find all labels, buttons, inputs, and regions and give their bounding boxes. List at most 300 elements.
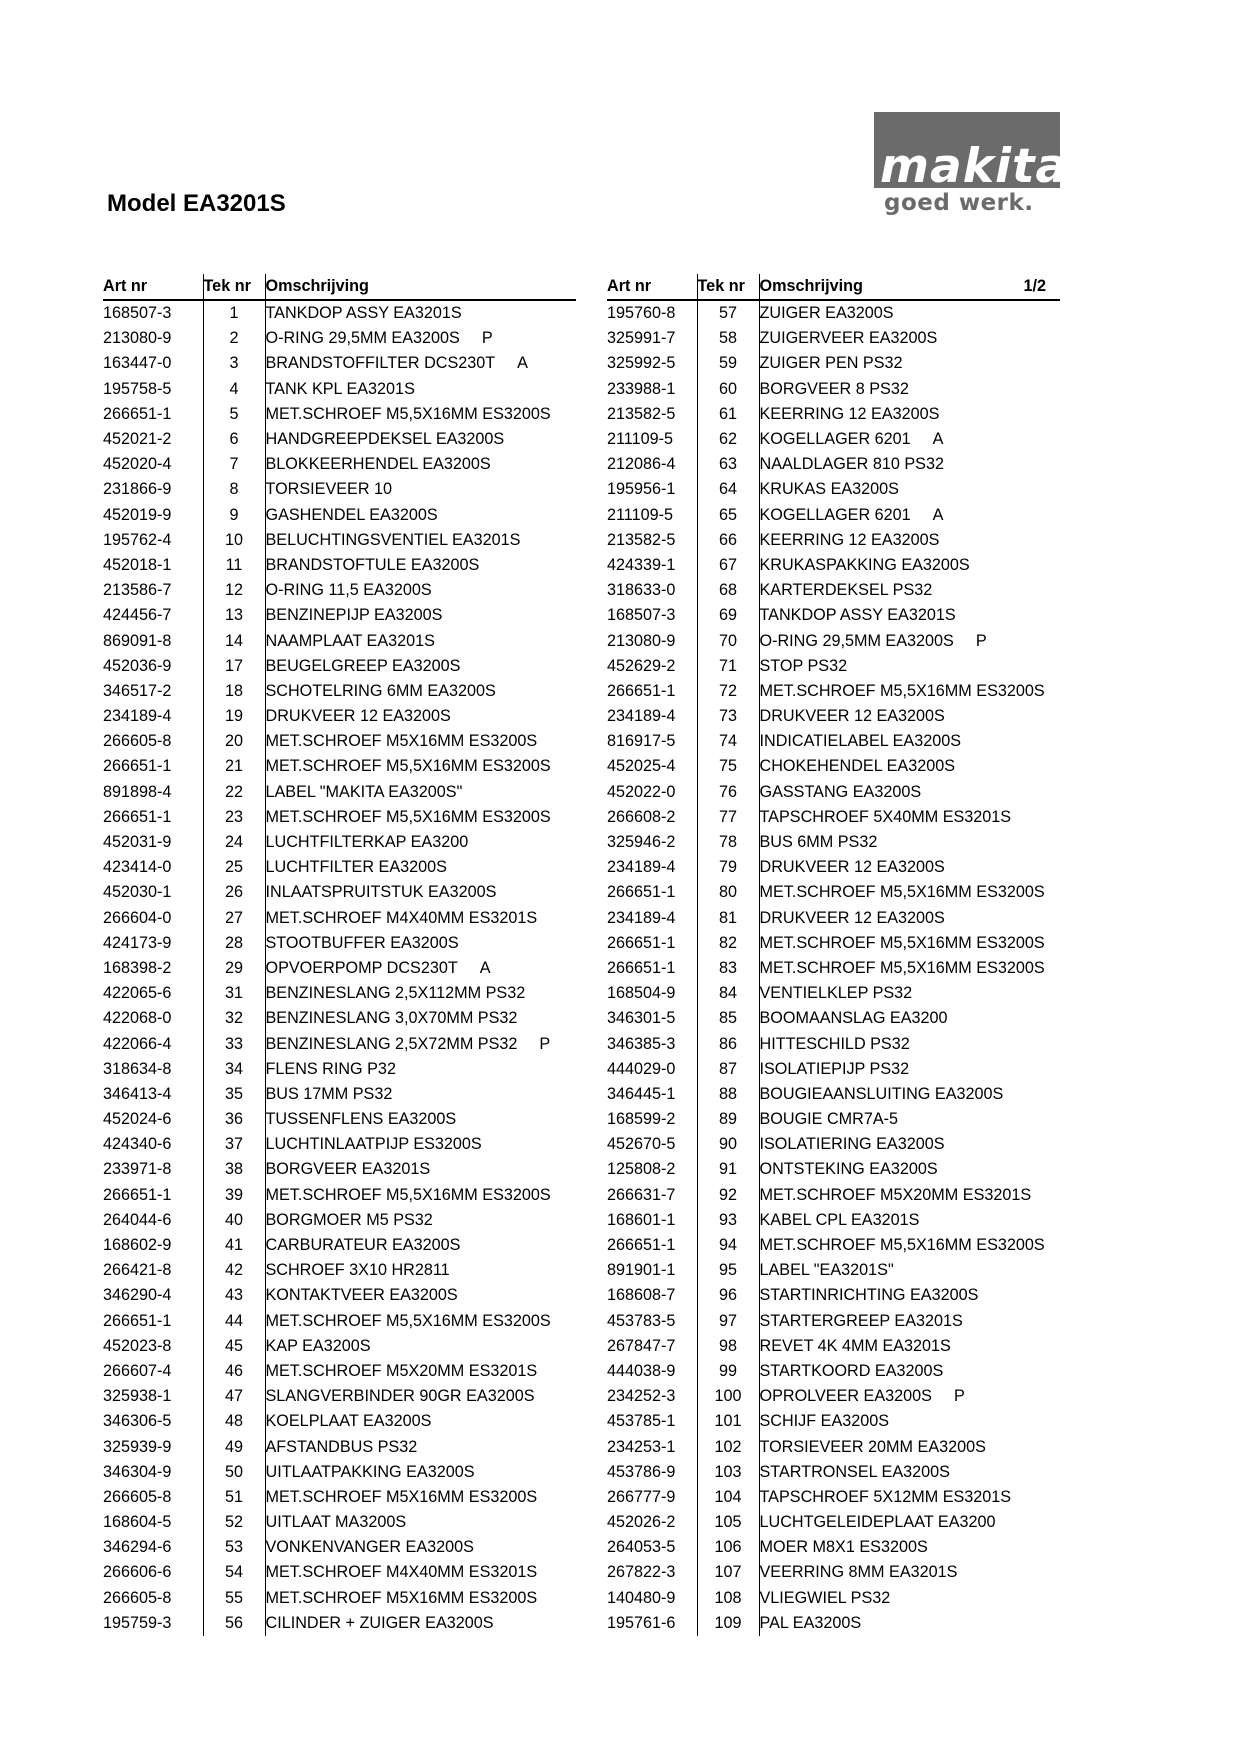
omschrijving-cell	[759, 1434, 1060, 1459]
tek-nr-cell: 31	[203, 981, 265, 1006]
art-nr-cell: 266631-7	[607, 1185, 676, 1204]
omschrijving-text: O-RING 29,5MM EA3200S	[265, 329, 460, 348]
art-nr-cell: 869091-8	[103, 631, 172, 650]
table-row	[103, 1535, 576, 1560]
table-row	[103, 830, 576, 855]
table-row	[103, 628, 576, 653]
table-row	[607, 1283, 1060, 1308]
omschrijving-cell	[265, 1409, 576, 1434]
omschrijving-cell	[265, 880, 576, 905]
omschrijving-text: LUCHTGELEIDEPLAAT EA3200	[759, 1513, 996, 1532]
table-row	[103, 603, 576, 628]
art-nr-cell: 213586-7	[103, 581, 172, 600]
omschrijving-cell	[759, 452, 1060, 477]
art-nr-cell: 168599-2	[607, 1110, 676, 1129]
header-omschrijving	[759, 274, 1060, 300]
tek-nr-cell: 50	[203, 1460, 265, 1485]
art-nr-cell: 195761-6	[607, 1613, 676, 1632]
omschrijving-text: DRUKVEER 12 EA3200S	[759, 707, 945, 726]
table-row	[607, 1434, 1060, 1459]
tek-nr-cell: 41	[203, 1233, 265, 1258]
omschrijving-cell	[759, 1208, 1060, 1233]
art-nr-cell: 266608-2	[607, 807, 676, 826]
art-nr-cell: 266651-1	[607, 681, 676, 700]
art-nr-cell: 195762-4	[103, 530, 172, 549]
tek-nr-cell: 63	[697, 452, 759, 477]
omschrijving-cell	[265, 654, 576, 679]
omschrijving-text: MOER M8X1 ES3200S	[759, 1538, 928, 1557]
tek-nr-cell: 46	[203, 1359, 265, 1384]
omschrijving-cell	[759, 1460, 1060, 1485]
omschrijving-cell	[265, 351, 576, 376]
table-row	[607, 906, 1060, 931]
tek-nr-cell: 66	[697, 528, 759, 553]
art-nr-cell: 234189-4	[103, 707, 172, 726]
omschrijving-cell	[759, 830, 1060, 855]
omschrijving-text: MET.SCHROEF M5X20MM ES3201S	[265, 1361, 538, 1380]
tek-nr-cell: 9	[203, 503, 265, 528]
tek-nr-cell: 60	[697, 377, 759, 402]
omschrijving-text: SCHOTELRING 6MM EA3200S	[265, 681, 496, 700]
omschrijving-cell	[759, 780, 1060, 805]
omschrijving-text: SCHIJF EA3200S	[759, 1412, 890, 1431]
art-nr-cell: 452024-6	[103, 1110, 172, 1129]
tek-nr-cell: 21	[203, 754, 265, 779]
tek-nr-cell: 55	[203, 1586, 265, 1611]
table-row	[103, 578, 576, 603]
table-row	[103, 477, 576, 502]
art-nr-cell: 346445-1	[607, 1084, 676, 1103]
art-nr-cell: 346290-4	[103, 1286, 172, 1305]
omschrijving-cell	[759, 1409, 1060, 1434]
omschrijving-cell	[759, 402, 1060, 427]
omschrijving-text: LABEL "EA3201S"	[759, 1261, 894, 1280]
art-nr-cell: 266605-8	[103, 1588, 172, 1607]
omschrijving-text: ISOLATIEPIJP PS32	[759, 1059, 910, 1078]
table-row	[607, 351, 1060, 376]
tek-nr-cell: 33	[203, 1031, 265, 1056]
tek-nr-cell: 42	[203, 1258, 265, 1283]
tek-nr-cell: 52	[203, 1510, 265, 1535]
omschrijving-cell	[759, 628, 1060, 653]
omschrijving-text: BOUGIEAANSLUITING EA3200S	[759, 1084, 1004, 1103]
tek-nr-cell: 32	[203, 1006, 265, 1031]
omschrijving-cell	[265, 1586, 576, 1611]
omschrijving-cell	[759, 981, 1060, 1006]
tek-nr-cell: 48	[203, 1409, 265, 1434]
tek-nr-cell: 79	[697, 855, 759, 880]
header-tek-nr: Tek nr	[203, 274, 265, 300]
art-nr-cell: 168601-1	[607, 1210, 676, 1229]
note-flag: A	[932, 430, 944, 449]
tek-nr-cell: 49	[203, 1434, 265, 1459]
art-nr-cell: 266651-1	[103, 807, 172, 826]
omschrijving-text: BORGMOER M5 PS32	[265, 1210, 433, 1229]
table-row	[103, 1233, 576, 1258]
table-row	[607, 830, 1060, 855]
omschrijving-text: BOOMAANSLAG EA3200	[759, 1009, 948, 1028]
omschrijving-text: BRANDSTOFFILTER DCS230T	[265, 354, 496, 373]
omschrijving-text: BENZINEPIJP EA3200S	[265, 606, 443, 625]
table-row	[607, 603, 1060, 628]
header-omschrijving-label: Omschrijving	[759, 277, 863, 295]
tek-nr-cell: 40	[203, 1208, 265, 1233]
art-nr-cell: 452036-9	[103, 656, 172, 675]
omschrijving-cell	[265, 1082, 576, 1107]
table-row	[103, 855, 576, 880]
table-row	[607, 553, 1060, 578]
table-row	[607, 578, 1060, 603]
omschrijving-cell	[265, 729, 576, 754]
table-row	[607, 1208, 1060, 1233]
table-row	[607, 503, 1060, 528]
table-row	[103, 704, 576, 729]
tek-nr-cell: 102	[697, 1434, 759, 1459]
omschrijving-text: MET.SCHROEF M5,5X16MM ES3200S	[759, 681, 1045, 700]
omschrijving-cell	[265, 1057, 576, 1082]
table-row	[103, 1082, 576, 1107]
omschrijving-cell	[265, 427, 576, 452]
table-row	[103, 452, 576, 477]
omschrijving-cell	[759, 654, 1060, 679]
omschrijving-text: DRUKVEER 12 EA3200S	[759, 908, 945, 927]
art-nr-cell: 125808-2	[607, 1160, 676, 1179]
omschrijving-cell	[759, 1233, 1060, 1258]
art-nr-cell: 444029-0	[607, 1059, 676, 1078]
omschrijving-text: MET.SCHROEF M5,5X16MM ES3200S	[759, 958, 1045, 977]
art-nr-cell: 452030-1	[103, 883, 172, 902]
art-nr-cell: 234253-1	[607, 1437, 676, 1456]
table-row	[607, 1157, 1060, 1182]
logo-brand: makita	[880, 139, 1069, 194]
tek-nr-cell: 7	[203, 452, 265, 477]
header-tek-nr: Tek nr	[697, 274, 759, 300]
omschrijving-text: BUS 6MM PS32	[759, 833, 878, 852]
omschrijving-text: REVET 4K 4MM EA3201S	[759, 1336, 951, 1355]
omschrijving-text: O-RING 29,5MM EA3200S	[759, 631, 954, 650]
art-nr-cell: 453786-9	[607, 1462, 676, 1481]
table-row	[103, 300, 576, 326]
omschrijving-cell	[265, 1535, 576, 1560]
art-nr-cell: 233971-8	[103, 1160, 172, 1179]
omschrijving-text: INDICATIELABEL EA3200S	[759, 732, 962, 751]
table-row	[103, 906, 576, 931]
table-row	[607, 654, 1060, 679]
omschrijving-cell	[759, 503, 1060, 528]
omschrijving-text: KABEL CPL EA3201S	[759, 1210, 920, 1229]
omschrijving-cell	[759, 931, 1060, 956]
omschrijving-text: TORSIEVEER 10	[265, 480, 393, 499]
note-flag: P	[975, 631, 987, 650]
tek-nr-cell: 4	[203, 377, 265, 402]
omschrijving-cell	[759, 880, 1060, 905]
omschrijving-text: BENZINESLANG 3,0X70MM PS32	[265, 1009, 518, 1028]
art-nr-cell: 424340-6	[103, 1135, 172, 1154]
makita-logo	[874, 112, 1069, 224]
art-nr-cell: 211109-5	[607, 430, 674, 449]
tek-nr-cell: 80	[697, 880, 759, 905]
table-row	[607, 1082, 1060, 1107]
art-nr-cell: 424456-7	[103, 606, 172, 625]
table-header-row	[103, 274, 576, 300]
tek-nr-cell: 97	[697, 1309, 759, 1334]
tek-nr-cell: 35	[203, 1082, 265, 1107]
tek-nr-cell: 76	[697, 780, 759, 805]
header-art-nr: Art nr	[607, 274, 697, 300]
art-nr-cell: 266605-8	[103, 1487, 172, 1506]
omschrijving-cell	[759, 377, 1060, 402]
tek-nr-cell: 1	[203, 300, 265, 326]
art-nr-cell: 422066-4	[103, 1034, 172, 1053]
art-nr-cell: 325992-5	[607, 354, 676, 373]
art-nr-cell: 168398-2	[103, 958, 172, 977]
omschrijving-text: BORGVEER EA3201S	[265, 1160, 431, 1179]
art-nr-cell: 453785-1	[607, 1412, 676, 1431]
art-nr-cell: 325946-2	[607, 833, 676, 852]
tek-nr-cell: 44	[203, 1309, 265, 1334]
art-nr-cell: 346301-5	[607, 1009, 676, 1028]
omschrijving-text: FLENS RING P32	[265, 1059, 396, 1078]
omschrijving-text: BUS 17MM PS32	[265, 1084, 393, 1103]
table-row	[103, 1258, 576, 1283]
art-nr-cell: 163447-0	[103, 354, 172, 373]
tek-nr-cell: 108	[697, 1586, 759, 1611]
table-row	[607, 1510, 1060, 1535]
tek-nr-cell: 83	[697, 956, 759, 981]
table-row	[103, 351, 576, 376]
table-row	[103, 1132, 576, 1157]
table-row	[607, 780, 1060, 805]
omschrijving-cell	[265, 906, 576, 931]
omschrijving-cell	[759, 805, 1060, 830]
table-row	[103, 805, 576, 830]
table-row	[607, 402, 1060, 427]
art-nr-cell: 195758-5	[103, 379, 172, 398]
omschrijving-cell	[759, 1334, 1060, 1359]
omschrijving-cell	[265, 830, 576, 855]
omschrijving-text: SCHROEF 3X10 HR2811	[265, 1261, 450, 1280]
tek-nr-cell: 11	[203, 553, 265, 578]
omschrijving-text: LUCHTFILTER EA3200S	[265, 858, 447, 877]
tek-nr-cell: 59	[697, 351, 759, 376]
art-nr-cell: 452026-2	[607, 1513, 676, 1532]
tek-nr-cell: 84	[697, 981, 759, 1006]
omschrijving-text: KAP EA3200S	[265, 1336, 371, 1355]
omschrijving-cell	[759, 1384, 1060, 1409]
tek-nr-cell: 19	[203, 704, 265, 729]
tek-nr-cell: 53	[203, 1535, 265, 1560]
header-omschrijving: Omschrijving	[265, 274, 576, 300]
art-nr-cell: 423414-0	[103, 858, 172, 877]
art-nr-cell: 444038-9	[607, 1361, 676, 1380]
omschrijving-cell	[759, 326, 1060, 351]
tek-nr-cell: 65	[697, 503, 759, 528]
omschrijving-cell	[759, 1535, 1060, 1560]
omschrijving-text: HANDGREEPDEKSEL EA3200S	[265, 430, 505, 449]
tek-nr-cell: 61	[697, 402, 759, 427]
omschrijving-text: TANK KPL EA3201S	[265, 379, 415, 398]
art-nr-cell: 318634-8	[103, 1059, 172, 1078]
omschrijving-text: UITLAAT MA3200S	[265, 1513, 407, 1532]
table-row	[103, 1611, 576, 1636]
table-row	[607, 704, 1060, 729]
art-nr-cell: 266604-0	[103, 908, 172, 927]
tek-nr-cell: 92	[697, 1183, 759, 1208]
art-nr-cell: 211109-5	[607, 505, 674, 524]
art-nr-cell: 424339-1	[607, 555, 676, 574]
omschrijving-text: TANKDOP ASSY EA3201S	[265, 304, 462, 323]
parts-table-right-body	[607, 300, 1060, 1636]
omschrijving-text: TANKDOP ASSY EA3201S	[759, 606, 956, 625]
omschrijving-text: CHOKEHENDEL EA3200S	[759, 757, 956, 776]
tek-nr-cell: 12	[203, 578, 265, 603]
art-nr-cell: 266651-1	[607, 958, 676, 977]
tek-nr-cell: 70	[697, 628, 759, 653]
table-row	[607, 1006, 1060, 1031]
omschrijving-cell	[759, 1510, 1060, 1535]
table-row	[103, 402, 576, 427]
art-nr-cell: 325938-1	[103, 1387, 172, 1406]
page-title: Model EA3201S	[107, 190, 286, 217]
omschrijving-cell	[759, 300, 1060, 326]
omschrijving-text: LUCHTINLAATPIJP ES3200S	[265, 1135, 482, 1154]
table-row	[607, 300, 1060, 326]
omschrijving-text: DRUKVEER 12 EA3200S	[759, 858, 945, 877]
parts-table-left-body	[103, 300, 576, 1636]
tek-nr-cell: 86	[697, 1031, 759, 1056]
table-row	[103, 1434, 576, 1459]
table-row	[607, 1233, 1060, 1258]
omschrijving-text: VEERRING 8MM EA3201S	[759, 1563, 958, 1582]
table-row	[607, 679, 1060, 704]
omschrijving-text: KOGELLAGER 6201	[759, 430, 911, 449]
table-row	[607, 1183, 1060, 1208]
table-row	[103, 679, 576, 704]
art-nr-cell: 453783-5	[607, 1311, 676, 1330]
omschrijving-text: BRANDSTOFTULE EA3200S	[265, 555, 480, 574]
omschrijving-text: ZUIGERVEER EA3200S	[759, 329, 938, 348]
omschrijving-cell	[759, 351, 1060, 376]
tek-nr-cell: 99	[697, 1359, 759, 1384]
omschrijving-cell	[759, 1485, 1060, 1510]
omschrijving-cell	[265, 1006, 576, 1031]
tek-nr-cell: 36	[203, 1107, 265, 1132]
table-header-row	[607, 274, 1060, 300]
omschrijving-text: DRUKVEER 12 EA3200S	[265, 707, 451, 726]
art-nr-cell: 212086-4	[607, 455, 676, 474]
omschrijving-cell	[759, 679, 1060, 704]
art-nr-cell: 168608-7	[607, 1286, 676, 1305]
art-nr-cell: 452021-2	[103, 430, 172, 449]
omschrijving-cell	[759, 1611, 1060, 1636]
tek-nr-cell: 25	[203, 855, 265, 880]
table-row	[607, 805, 1060, 830]
omschrijving-cell	[265, 326, 576, 351]
tek-nr-cell: 56	[203, 1611, 265, 1636]
table-row	[607, 1384, 1060, 1409]
table-row	[103, 427, 576, 452]
art-nr-cell: 213582-5	[607, 530, 676, 549]
table-row	[607, 1611, 1060, 1636]
table-row	[607, 1258, 1060, 1283]
omschrijving-text: BORGVEER 8 PS32	[759, 379, 909, 398]
omschrijving-cell	[759, 1031, 1060, 1056]
omschrijving-text: LABEL "MAKITA EA3200S"	[265, 782, 463, 801]
table-row	[607, 326, 1060, 351]
tek-nr-cell: 3	[203, 351, 265, 376]
omschrijving-cell	[759, 1586, 1060, 1611]
table-row	[103, 1586, 576, 1611]
art-nr-cell: 452022-0	[607, 782, 676, 801]
omschrijving-cell	[265, 1460, 576, 1485]
tek-nr-cell: 5	[203, 402, 265, 427]
tek-nr-cell: 17	[203, 654, 265, 679]
table-row	[607, 1031, 1060, 1056]
omschrijving-cell	[759, 1157, 1060, 1182]
omschrijving-cell	[759, 1283, 1060, 1308]
omschrijving-text: KARTERDEKSEL PS32	[759, 581, 933, 600]
table-row	[103, 326, 576, 351]
omschrijving-cell	[265, 704, 576, 729]
art-nr-cell: 267847-7	[607, 1336, 676, 1355]
omschrijving-cell	[759, 553, 1060, 578]
art-nr-cell: 266651-1	[103, 1311, 172, 1330]
omschrijving-cell	[759, 956, 1060, 981]
table-row	[103, 1485, 576, 1510]
art-nr-cell: 452031-9	[103, 833, 172, 852]
art-nr-cell: 231866-9	[103, 480, 172, 499]
art-nr-cell: 168604-5	[103, 1513, 172, 1532]
art-nr-cell: 266606-6	[103, 1563, 172, 1582]
omschrijving-text: MET.SCHROEF M5X16MM ES3200S	[265, 732, 538, 751]
tek-nr-cell: 87	[697, 1057, 759, 1082]
table-row	[607, 855, 1060, 880]
omschrijving-cell	[265, 931, 576, 956]
tek-nr-cell: 39	[203, 1183, 265, 1208]
omschrijving-cell	[759, 528, 1060, 553]
omschrijving-text: INLAATSPRUITSTUK EA3200S	[265, 883, 497, 902]
art-nr-cell: 264044-6	[103, 1210, 172, 1229]
art-nr-cell: 452020-4	[103, 455, 172, 474]
omschrijving-text: SLANGVERBINDER 90GR EA3200S	[265, 1387, 535, 1406]
omschrijving-cell	[759, 603, 1060, 628]
art-nr-cell: 266607-4	[103, 1361, 172, 1380]
table-row	[103, 1208, 576, 1233]
omschrijving-cell	[265, 1359, 576, 1384]
art-nr-cell: 234189-4	[607, 858, 676, 877]
tek-nr-cell: 85	[697, 1006, 759, 1031]
omschrijving-cell	[265, 780, 576, 805]
tek-nr-cell: 95	[697, 1258, 759, 1283]
table-row	[103, 528, 576, 553]
parts-table-left	[103, 274, 576, 1636]
art-nr-cell: 346304-9	[103, 1462, 172, 1481]
tek-nr-cell: 78	[697, 830, 759, 855]
omschrijving-text: MET.SCHROEF M5,5X16MM ES3200S	[759, 883, 1045, 902]
art-nr-cell: 168507-3	[103, 304, 172, 323]
omschrijving-text: OPROLVEER EA3200S	[759, 1387, 932, 1406]
art-nr-cell: 346306-5	[103, 1412, 172, 1431]
omschrijving-cell	[759, 1359, 1060, 1384]
art-nr-cell: 452629-2	[607, 656, 676, 675]
logo-slogan: goed werk.	[884, 190, 1034, 216]
note-flag: A	[932, 505, 944, 524]
omschrijving-cell	[759, 427, 1060, 452]
omschrijving-text: STARTRONSEL EA3200S	[759, 1462, 950, 1481]
table-row	[103, 377, 576, 402]
omschrijving-cell	[265, 855, 576, 880]
tek-nr-cell: 67	[697, 553, 759, 578]
